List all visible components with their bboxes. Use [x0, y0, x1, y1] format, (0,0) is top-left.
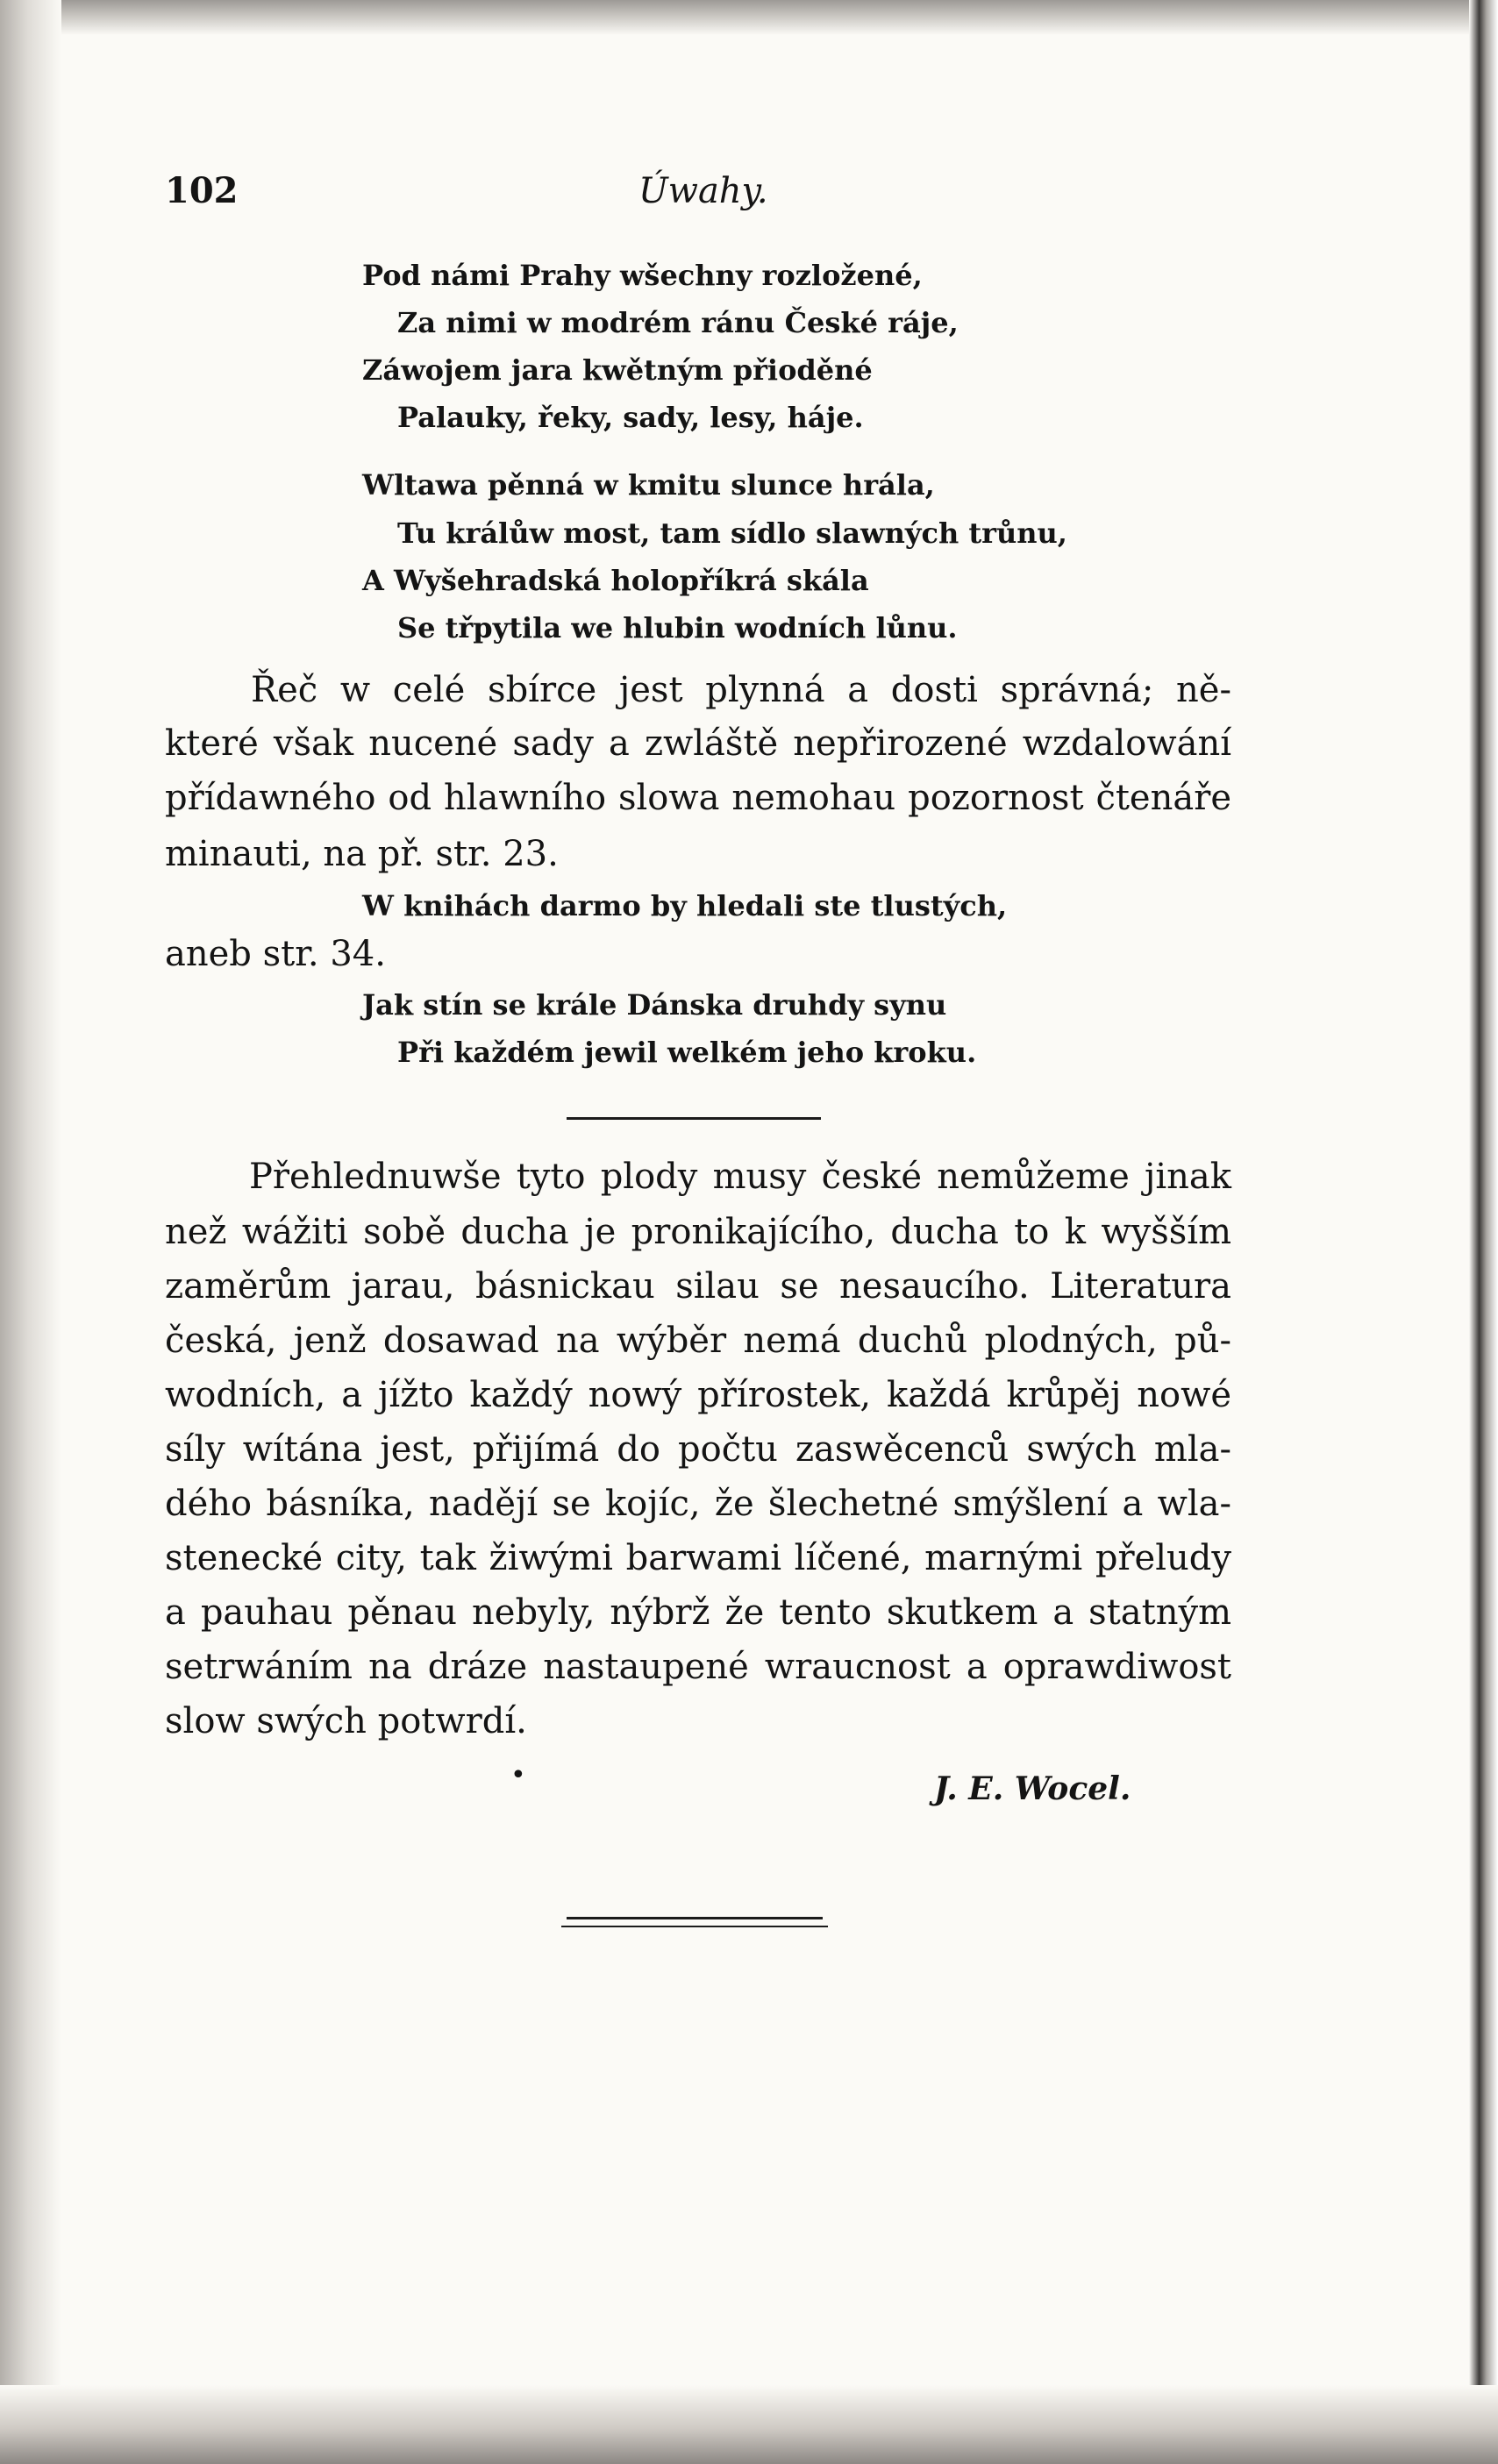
- poem-line: Se třpytila we hlubin wodních lůnu.: [397, 611, 958, 644]
- scan-top-edge: [0, 0, 1498, 35]
- poem-line: Záwojem jara kwětným přioděné: [362, 353, 873, 387]
- quoted-verse: Jak stín se krále Dánska druhdy synu: [362, 988, 947, 1022]
- paragraph-line: zaměrům jarau, básnickau silau se nesaucího. Literatura: [165, 1266, 1231, 1307]
- scan-right-edge: [1469, 0, 1498, 2464]
- connector-text: aneb str. 34.: [165, 934, 386, 974]
- paragraph-line: stenecké city, tak žiwými barwami líčené, marnými přeludy: [165, 1538, 1231, 1578]
- paragraph-line: Řeč w celé sbírce jest plynná a dosti správná; ně-: [251, 670, 1231, 710]
- section-divider: [567, 1117, 821, 1120]
- paragraph-line: Přehlednuwše tyto plody musy české nemůžeme jinak: [249, 1157, 1231, 1197]
- poem-line: Palauky, řeky, sady, lesy, háje.: [397, 401, 864, 434]
- running-title: Úwahy.: [638, 171, 768, 211]
- paragraph-line: slow swých potwrdí.: [165, 1701, 527, 1741]
- scan-left-edge: [0, 0, 61, 2464]
- quoted-verse: W knihách darmo by hledali ste tlustých,: [362, 889, 1008, 922]
- poem-line: Za nimi w modrém ránu České ráje,: [397, 306, 959, 339]
- end-rule-top: [567, 1917, 823, 1919]
- paragraph-line: setrwáním na dráze nastaupené wraucnost a oprawdiwost: [165, 1647, 1231, 1687]
- bullet-dot: •: [510, 1760, 526, 1791]
- poem-line: Pod námi Prahy wšechny rozložené,: [362, 259, 923, 292]
- poem-line: Wltawa pěnná w kmitu slunce hrála,: [362, 468, 935, 502]
- page-number: 102: [165, 170, 239, 211]
- paragraph-line: přídawného od hlawního slowa nemohau pozornost čtenáře: [165, 778, 1231, 818]
- scan-bottom-edge: [0, 2385, 1498, 2464]
- poem-line: A Wyšehradská holopříkrá skála: [362, 564, 869, 597]
- paragraph-line: minauti, na př. str. 23.: [165, 834, 559, 874]
- paragraph-line: síly wítána jest, přijímá do počtu zaswěcenců swých mla-: [165, 1429, 1231, 1470]
- paragraph-line: a pauhau pěnau nebyly, nýbrž že tento skutkem a statným: [165, 1592, 1231, 1633]
- poem-line: Tu králůw most, tam sídlo slawných trůnu,: [397, 516, 1067, 550]
- paragraph-line: dého básníka, nadějí se kojíc, že šlechetné smýšlení a wla-: [165, 1484, 1231, 1524]
- paragraph-line: které však nucené sady a zwláště nepřirozené wzdalowání: [165, 723, 1231, 764]
- paragraph-line: česká, jenž dosawad na wýběr nemá duchů plodných, pů-: [165, 1321, 1231, 1361]
- paragraph-line: než wážiti sobě ducha je pronikajícího, ducha to k wyšším: [165, 1212, 1231, 1252]
- signature: J. E. Wocel.: [934, 1770, 1131, 1807]
- quoted-verse: Při každém jewil welkém jeho kroku.: [397, 1036, 977, 1069]
- paragraph-line: wodních, a jížto každý nowý přírostek, každá krůpěj nowé: [165, 1375, 1231, 1415]
- end-rule-bottom: [561, 1926, 828, 1927]
